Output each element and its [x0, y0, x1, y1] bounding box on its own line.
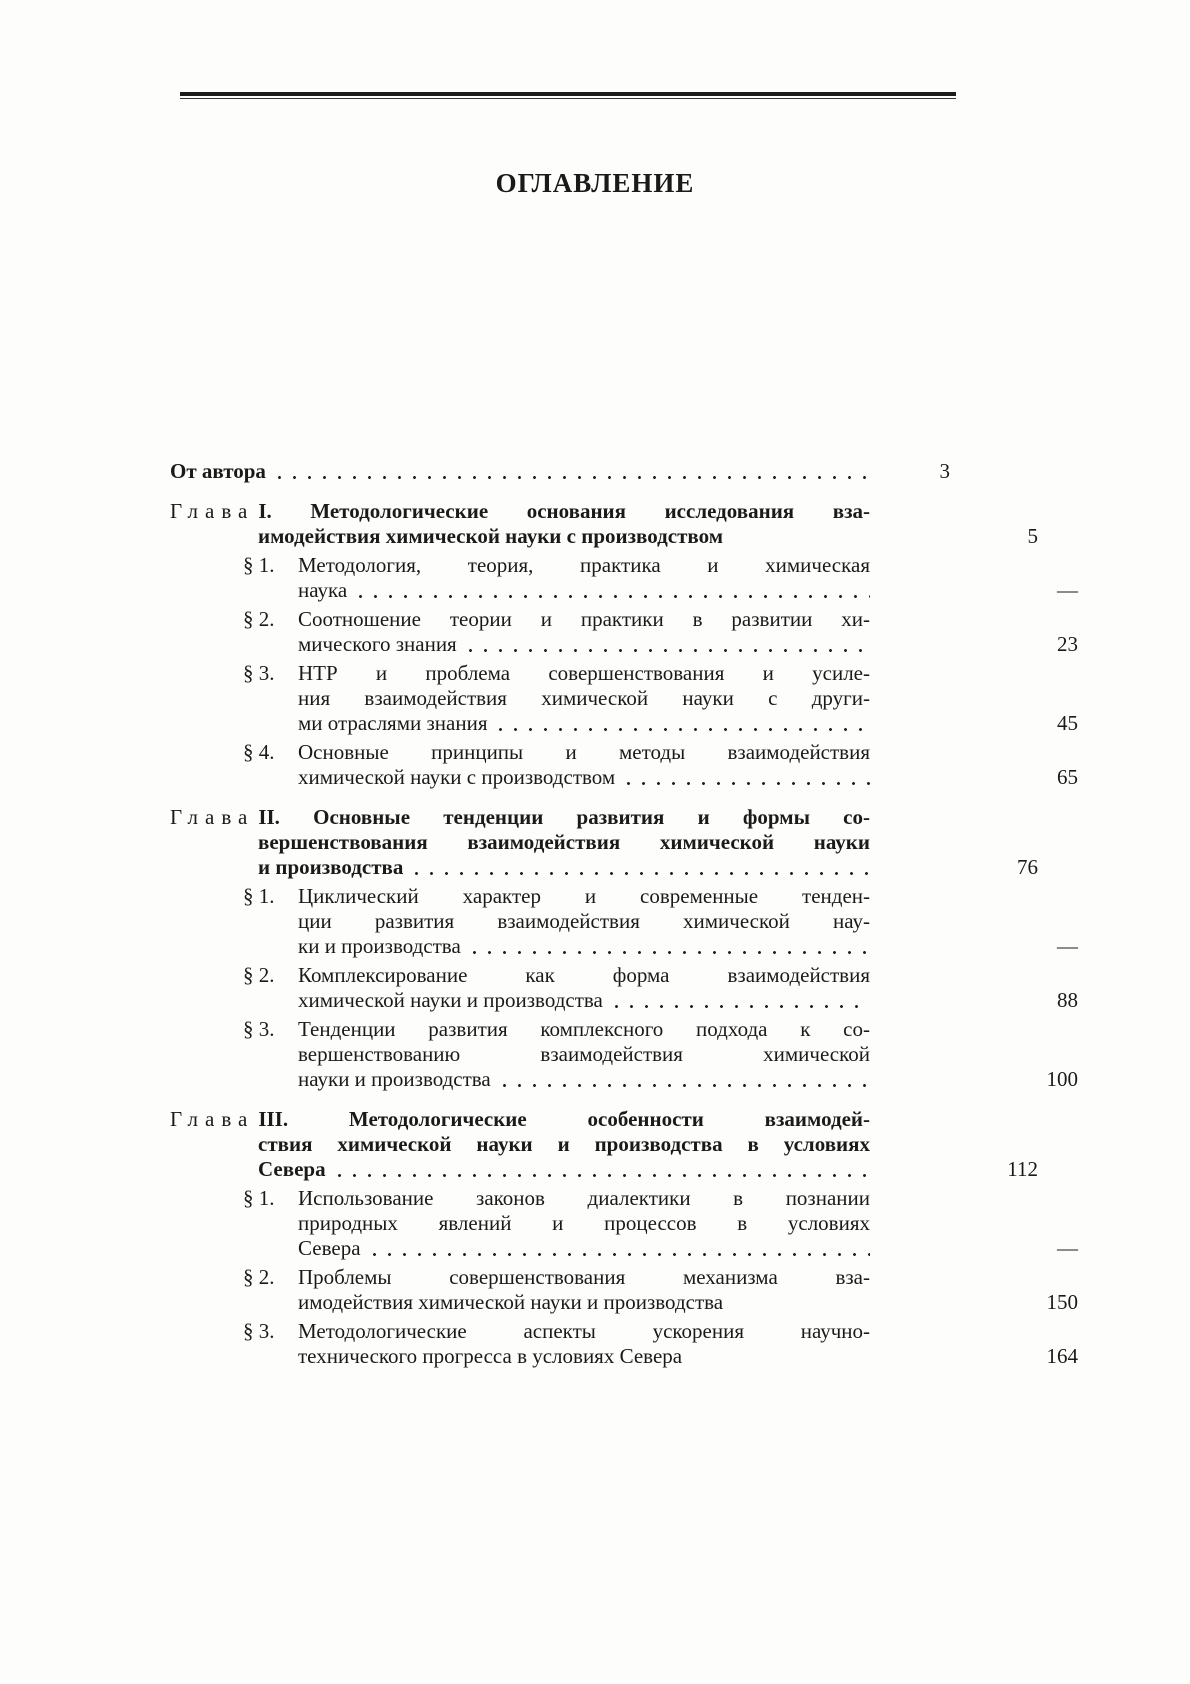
section-number: § 1.: [243, 884, 275, 908]
entry-line-text: ции развития взаимодействия химической нау-: [298, 909, 870, 933]
page-number: —: [1057, 578, 1078, 602]
toc-entry-section[interactable]: [170, 884, 1078, 959]
dot-leader: [353, 578, 870, 603]
entry-line-text: имодействия химической науки с производством: [258, 524, 723, 548]
entry-line-text: Тенденции развития комплексного подхода к со-: [298, 1017, 870, 1041]
dot-leader: [493, 711, 870, 736]
entry-line: [258, 1157, 1038, 1182]
dot-leader: [467, 934, 870, 959]
dot-leader: [409, 855, 870, 880]
entry-title: [170, 499, 1038, 549]
dot-leader: [497, 1067, 870, 1092]
page-number: 65: [1057, 765, 1078, 789]
toc-entry-chapter[interactable]: [170, 1107, 1038, 1182]
entry-line: [298, 765, 1078, 790]
entry-line: [298, 578, 1078, 603]
chapter-label: Глава: [170, 1107, 255, 1131]
entry-line-text: химической науки и производства: [298, 988, 603, 1012]
entry-line: [298, 934, 1078, 959]
entry-line: [170, 499, 870, 524]
entry-line: [298, 988, 1078, 1013]
entry-line-text: ствия химической науки и производства в условиях: [258, 1132, 870, 1156]
entry-title: [298, 1265, 1078, 1315]
entry-line-text: Севера: [258, 1157, 326, 1181]
entry-line-text: Методологические аспекты ускорения научно-: [298, 1319, 870, 1343]
toc-entry-section[interactable]: [170, 740, 1078, 790]
entry-line-text: Основные принципы и методы взаимодействия: [298, 740, 870, 764]
entry-line: [298, 553, 870, 578]
entry-line: [298, 1319, 870, 1344]
entry-line-text: ки и производства: [298, 934, 461, 958]
entry-line-text: ния взаимодействия химической науки с други-: [298, 686, 870, 710]
chapter-label: Глава: [170, 499, 255, 523]
page-number: —: [1057, 934, 1078, 958]
entry-line: [298, 607, 870, 632]
toc-entry-section[interactable]: [170, 1186, 1078, 1261]
entry-line-text: Методология, теория, практика и химическая: [298, 553, 870, 577]
entry-line-text: От автора: [170, 459, 266, 483]
page-number: 150: [1046, 1290, 1078, 1314]
entry-line-text: вершенствования взаимодействия химической науки: [258, 830, 870, 854]
entry-line-text: вершенствованию взаимодействия химической: [298, 1042, 870, 1066]
section-number: § 4.: [243, 740, 275, 764]
entry-title: [298, 1017, 1078, 1092]
entry-line-text: НТР и проблема совершенствования и усиле-: [298, 661, 870, 685]
table-of-contents: [170, 459, 1078, 1369]
page-number: 112: [1007, 1157, 1038, 1181]
page-number: 23: [1057, 632, 1078, 656]
entry-line: [298, 1344, 1078, 1369]
entry-line-text: наука: [298, 578, 348, 602]
entry-title: [298, 1319, 1078, 1369]
entry-line: [298, 884, 870, 909]
dot-leader: [621, 765, 870, 790]
toc-entry-chapter[interactable]: [170, 499, 1038, 549]
entry-line-text: технического прогресса в условиях Севера: [298, 1344, 683, 1368]
entry-line: [298, 909, 870, 934]
section-number: § 3.: [243, 661, 275, 685]
section-number: § 1.: [243, 1186, 275, 1210]
entry-line: [298, 1017, 870, 1042]
entry-title: [170, 805, 1038, 880]
entry-line: [298, 1186, 870, 1211]
entry-title: [298, 740, 1078, 790]
page-number: 45: [1057, 711, 1078, 735]
entry-line-text: имодействия химической науки и производства: [298, 1290, 724, 1314]
entry-line-text: III. Методологические особенности взаимодей-: [258, 1107, 870, 1131]
entry-title: [298, 1186, 1078, 1261]
entry-line-text: и производства: [258, 855, 404, 879]
toc-entry-section[interactable]: [170, 1319, 1078, 1369]
toc-entry-section[interactable]: [170, 963, 1078, 1013]
toc-entry-front[interactable]: [170, 459, 950, 484]
entry-line: [298, 686, 870, 711]
entry-line-text: ми отраслями знания: [298, 711, 488, 735]
page-number: 5: [1027, 524, 1038, 548]
entry-line-text: науки и производства: [298, 1067, 491, 1091]
entry-line: [298, 1236, 1078, 1261]
entry-line-text: I. Методологические основания исследования вза-: [258, 499, 870, 523]
entry-line-text: Проблемы совершенствования механизма вза-: [298, 1265, 870, 1289]
entry-title: [298, 963, 1078, 1013]
entry-line: [298, 711, 1078, 736]
entry-line: [298, 661, 870, 686]
entry-line: [298, 963, 870, 988]
entry-title: [170, 459, 950, 484]
chapter-label: Глава: [170, 805, 255, 829]
entry-line: [258, 830, 870, 855]
page-number: 3: [939, 459, 950, 483]
toc-entry-section[interactable]: [170, 1017, 1078, 1092]
entry-line-text: II. Основные тенденции развития и формы со-: [258, 805, 870, 829]
dot-leader: [463, 632, 870, 657]
page-number: 100: [1046, 1067, 1078, 1091]
entry-title: [170, 1107, 1038, 1182]
entry-line-text: Соотношение теории и практики в развитии хи-: [298, 607, 870, 631]
page-number: 164: [1046, 1344, 1078, 1368]
entry-line: [258, 1132, 870, 1157]
entry-line: [170, 459, 950, 484]
entry-title: [298, 607, 1078, 657]
rule-thick: [180, 92, 956, 96]
entry-line-text: мического знания: [298, 632, 457, 656]
section-number: § 1.: [243, 553, 275, 577]
section-number: § 2.: [243, 963, 275, 987]
section-number: § 3.: [243, 1017, 275, 1041]
page-title: ОГЛАВЛЕНИЕ: [495, 168, 695, 198]
entry-line: [298, 1211, 870, 1236]
entry-line: [298, 1067, 1078, 1092]
toc-entry-chapter[interactable]: [170, 805, 1038, 880]
entry-line: [298, 1265, 870, 1290]
section-number: § 2.: [243, 1265, 275, 1289]
toc-entry-section[interactable]: [170, 553, 1078, 603]
entry-line: [298, 740, 870, 765]
entry-line: [298, 1290, 1078, 1315]
section-number: § 2.: [243, 607, 275, 631]
page-number: —: [1057, 1236, 1078, 1260]
entry-title: [298, 884, 1078, 959]
toc-entry-section[interactable]: [170, 1265, 1078, 1315]
entry-line-text: химической науки с производством: [298, 765, 616, 789]
dot-leader: [332, 1157, 870, 1182]
dot-leader: [272, 459, 870, 484]
entry-line: [170, 1107, 870, 1132]
entry-line-text: Севера: [298, 1236, 361, 1260]
page-number: 76: [1017, 855, 1038, 879]
entry-line: [258, 855, 1038, 880]
entry-line: [170, 805, 870, 830]
dot-leader: [609, 988, 870, 1013]
toc-entry-section[interactable]: [170, 607, 1078, 657]
rule-thin: [180, 98, 956, 99]
entry-line-text: природных явлений и процессов в условиях: [298, 1211, 870, 1235]
entry-line-text: Использование законов диалектики в познании: [298, 1186, 870, 1210]
entry-title: [298, 553, 1078, 603]
entry-title: [298, 661, 1078, 736]
dot-leader: [367, 1236, 870, 1261]
page-number: 88: [1057, 988, 1078, 1012]
entry-line-text: Комплексирование как форма взаимодействия: [298, 963, 870, 987]
entry-line: [298, 1042, 870, 1067]
entry-line: [258, 524, 1038, 549]
entry-line-text: Циклический характер и современные тенден-: [298, 884, 870, 908]
header-double-rule: [180, 92, 956, 99]
toc-entry-section[interactable]: [170, 661, 1078, 736]
section-number: § 3.: [243, 1319, 275, 1343]
entry-line: [298, 632, 1078, 657]
